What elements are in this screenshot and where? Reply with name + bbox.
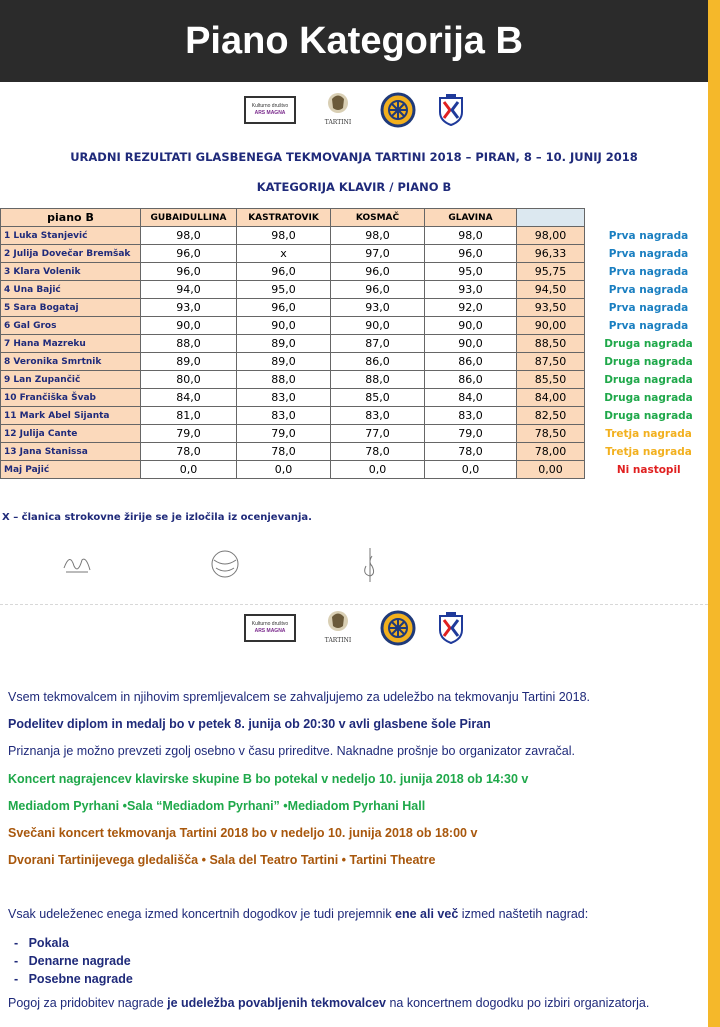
list-item: - Denarne nagrade [14, 954, 131, 968]
score-cell: x [237, 245, 331, 263]
page-header [0, 0, 708, 82]
score-cell: 0,0 [237, 461, 331, 479]
concert-2-line-1: Svečani koncert tekmovanja Tartini 2018 bo v nedeljo 10. junija 2018 ob 18:00 v [8, 826, 478, 840]
score-cell: 96,0 [425, 245, 517, 263]
score-cell: 79,0 [425, 425, 517, 443]
score-cell: 90,0 [425, 317, 517, 335]
participant-name: 13 Jana Stanissa [1, 443, 141, 461]
table-row [1, 371, 713, 389]
award-cell: Prva nagrada [608, 247, 689, 260]
score-cell: 86,0 [425, 371, 517, 389]
section-divider [0, 604, 708, 605]
average-cell: 98,00 [517, 227, 585, 245]
score-cell: 96,0 [237, 263, 331, 281]
participant-name: 7 Hana Mazreku [1, 335, 141, 353]
score-cell: 95,0 [425, 263, 517, 281]
score-cell: 84,0 [425, 389, 517, 407]
tartini-logo [318, 608, 358, 648]
signature-2 [208, 548, 242, 580]
score-cell: 83,0 [331, 407, 425, 425]
jury-note: X – članica strokovne žirije se je izločila iz ocenjevanja. [2, 512, 312, 523]
participant-name: 10 Frančiška Švab [1, 389, 141, 407]
judge-header: KASTRATOVIK [237, 209, 331, 227]
diplomas-text: Podelitev diplom in medalj bo v petek 8. junija ob 20:30 v avli glasbene šole Piran [8, 717, 491, 731]
average-cell: 85,50 [517, 371, 585, 389]
score-cell: 78,0 [331, 443, 425, 461]
score-cell: 0,0 [141, 461, 237, 479]
score-cell: 90,0 [141, 317, 237, 335]
score-cell: 79,0 [237, 425, 331, 443]
score-cell: 85,0 [331, 389, 425, 407]
average-cell: 95,75 [517, 263, 585, 281]
table-row [1, 317, 713, 335]
tartini-logo [318, 90, 358, 130]
award-cell: Prva nagrada [608, 265, 689, 278]
results-title: URADNI REZULTATI GLASBENEGA TEKMOVANJA TARTINI 2018 – PIRAN, 8 – 10. JUNIJ 2018 [70, 150, 638, 164]
score-cell: 96,0 [141, 263, 237, 281]
table-row [1, 407, 713, 425]
logo-row-top [0, 90, 708, 130]
score-cell: 83,0 [237, 407, 331, 425]
score-cell: 83,0 [425, 407, 517, 425]
table-row [1, 227, 713, 245]
table-row [1, 425, 713, 443]
participant-name: 6 Gal Gros [1, 317, 141, 335]
score-cell: 88,0 [141, 335, 237, 353]
award-cell: Druga nagrada [604, 391, 693, 404]
prizes-list [14, 934, 133, 988]
score-cell: 92,0 [425, 299, 517, 317]
rotary-logo [380, 92, 416, 128]
concert-2-line-2: Dvorani Tartinijevega gledališča • Sala del Teatro Tartini • Tartini Theatre [8, 853, 436, 867]
award-cell: Prva nagrada [608, 229, 689, 242]
score-cell: 94,0 [141, 281, 237, 299]
signature-1 [60, 548, 94, 578]
score-cell: 90,0 [237, 317, 331, 335]
judge-header: GLAVINA [425, 209, 517, 227]
table-row [1, 443, 713, 461]
score-cell: 96,0 [331, 281, 425, 299]
score-cell: 89,0 [141, 353, 237, 371]
score-cell: 80,0 [141, 371, 237, 389]
average-cell: 96,33 [517, 245, 585, 263]
average-cell: 94,50 [517, 281, 585, 299]
average-cell: 88,50 [517, 335, 585, 353]
participant-name: 12 Julija Cante [1, 425, 141, 443]
participant-name: Maj Pajić [1, 461, 141, 479]
signature-3 [360, 546, 380, 586]
average-cell: 90,00 [517, 317, 585, 335]
shield-logo [438, 612, 464, 644]
ars-magna-logo: Kulturno društvo ARS MAGNA [244, 614, 296, 642]
table-row [1, 353, 713, 371]
participant-name: 8 Veronika Smrtnik [1, 353, 141, 371]
award-cell: Tretja nagrada [605, 445, 692, 458]
average-cell: 84,00 [517, 389, 585, 407]
score-cell: 98,0 [141, 227, 237, 245]
score-cell: 88,0 [237, 371, 331, 389]
score-cell: 90,0 [425, 335, 517, 353]
score-cell: 96,0 [237, 299, 331, 317]
average-cell: 78,50 [517, 425, 585, 443]
thanks-text: Vsem tekmovalcem in njihovim spremljevalcem se zahvaljujemo za udeležbo na tekmovanju Tartini 2018. [8, 690, 590, 704]
score-cell: 78,0 [141, 443, 237, 461]
table-row [1, 335, 713, 353]
score-cell: 90,0 [331, 317, 425, 335]
award-cell: Prva nagrada [608, 283, 689, 296]
award-cell: Prva nagrada [608, 301, 689, 314]
award-cell: Ni nastopil [616, 463, 681, 476]
average-cell: 93,50 [517, 299, 585, 317]
judge-header: GUBAIDULLINA [141, 209, 237, 227]
table-row [1, 245, 713, 263]
score-cell: 87,0 [331, 335, 425, 353]
participant-name: 5 Sara Bogataj [1, 299, 141, 317]
award-cell: Druga nagrada [604, 373, 693, 386]
score-cell: 77,0 [331, 425, 425, 443]
table-header-row [1, 209, 713, 227]
award-cell: Prva nagrada [608, 319, 689, 332]
participant-name: 11 Mark Abel Sijanta [1, 407, 141, 425]
table-row [1, 389, 713, 407]
recognitions-text: Priznanja je možno prevzeti zgolj osebno v času prireditve. Naknadne prošnje bo organizator zavračal. [8, 744, 575, 758]
logo-row-bottom [0, 608, 708, 648]
category-header: piano B [1, 209, 141, 227]
score-cell: 98,0 [237, 227, 331, 245]
score-cell: 98,0 [425, 227, 517, 245]
shield-logo [438, 94, 464, 126]
table-row [1, 461, 713, 479]
score-cell: 78,0 [237, 443, 331, 461]
average-cell: 82,50 [517, 407, 585, 425]
score-cell: 93,0 [425, 281, 517, 299]
score-cell: 79,0 [141, 425, 237, 443]
score-cell: 83,0 [237, 389, 331, 407]
participant-name: 4 Una Bajić [1, 281, 141, 299]
list-item: - Pokala [14, 936, 69, 950]
score-cell: 95,0 [237, 281, 331, 299]
concert-1-line-1: Koncert nagrajencev klavirske skupine B bo potekal v nedeljo 10. junija 2018 ob 14:30 v [8, 772, 529, 786]
ars-magna-logo: Kulturno društvo ARS MAGNA [244, 96, 296, 124]
participant-name: 9 Lan Zupančič [1, 371, 141, 389]
award-cell: Druga nagrada [604, 337, 693, 350]
results-table [0, 208, 713, 479]
table-row [1, 299, 713, 317]
average-cell: 87,50 [517, 353, 585, 371]
score-cell: 96,0 [141, 245, 237, 263]
score-cell: 86,0 [331, 353, 425, 371]
participant-name: 1 Luka Stanjević [1, 227, 141, 245]
average-header [517, 209, 585, 227]
score-cell: 86,0 [425, 353, 517, 371]
award-cell: Druga nagrada [604, 355, 693, 368]
prizes-intro: Vsak udeleženec enega izmed koncertnih dogodkov je tudi prejemnik ene ali več izmed naštetih nagrad: [8, 907, 589, 921]
score-cell: 84,0 [141, 389, 237, 407]
participant-name: 2 Julija Dovečar Bremšak [1, 245, 141, 263]
score-cell: 96,0 [331, 263, 425, 281]
page-title: Piano Kategorija B [185, 20, 523, 62]
svg-text:TARTINI: TARTINI [324, 637, 352, 644]
average-cell: 0,00 [517, 461, 585, 479]
rotary-logo [380, 610, 416, 646]
score-cell: 88,0 [331, 371, 425, 389]
table-row [1, 263, 713, 281]
score-cell: 93,0 [141, 299, 237, 317]
score-cell: 89,0 [237, 335, 331, 353]
score-cell: 98,0 [331, 227, 425, 245]
condition-text: Pogoj za pridobitev nagrade je udeležba povabljenih tekmovalcev na koncertnem dogodku po izbiri organizatorja. [8, 996, 650, 1010]
score-cell: 81,0 [141, 407, 237, 425]
category-title: KATEGORIJA KLAVIR / PIANO B [256, 180, 452, 194]
score-cell: 97,0 [331, 245, 425, 263]
score-cell: 0,0 [425, 461, 517, 479]
award-cell: Tretja nagrada [605, 427, 692, 440]
award-cell: Druga nagrada [604, 409, 693, 422]
score-cell: 0,0 [331, 461, 425, 479]
table-row [1, 281, 713, 299]
score-cell: 93,0 [331, 299, 425, 317]
concert-1-line-2: Mediadom Pyrhani •Sala “Mediadom Pyrhani” •Mediadom Pyrhani Hall [8, 799, 426, 813]
participant-name: 3 Klara Volenik [1, 263, 141, 281]
list-item: - Posebne nagrade [14, 972, 133, 986]
score-cell: 89,0 [237, 353, 331, 371]
score-cell: 78,0 [425, 443, 517, 461]
svg-text:TARTINI: TARTINI [324, 119, 352, 126]
average-cell: 78,00 [517, 443, 585, 461]
judge-header: KOSMAČ [331, 209, 425, 227]
